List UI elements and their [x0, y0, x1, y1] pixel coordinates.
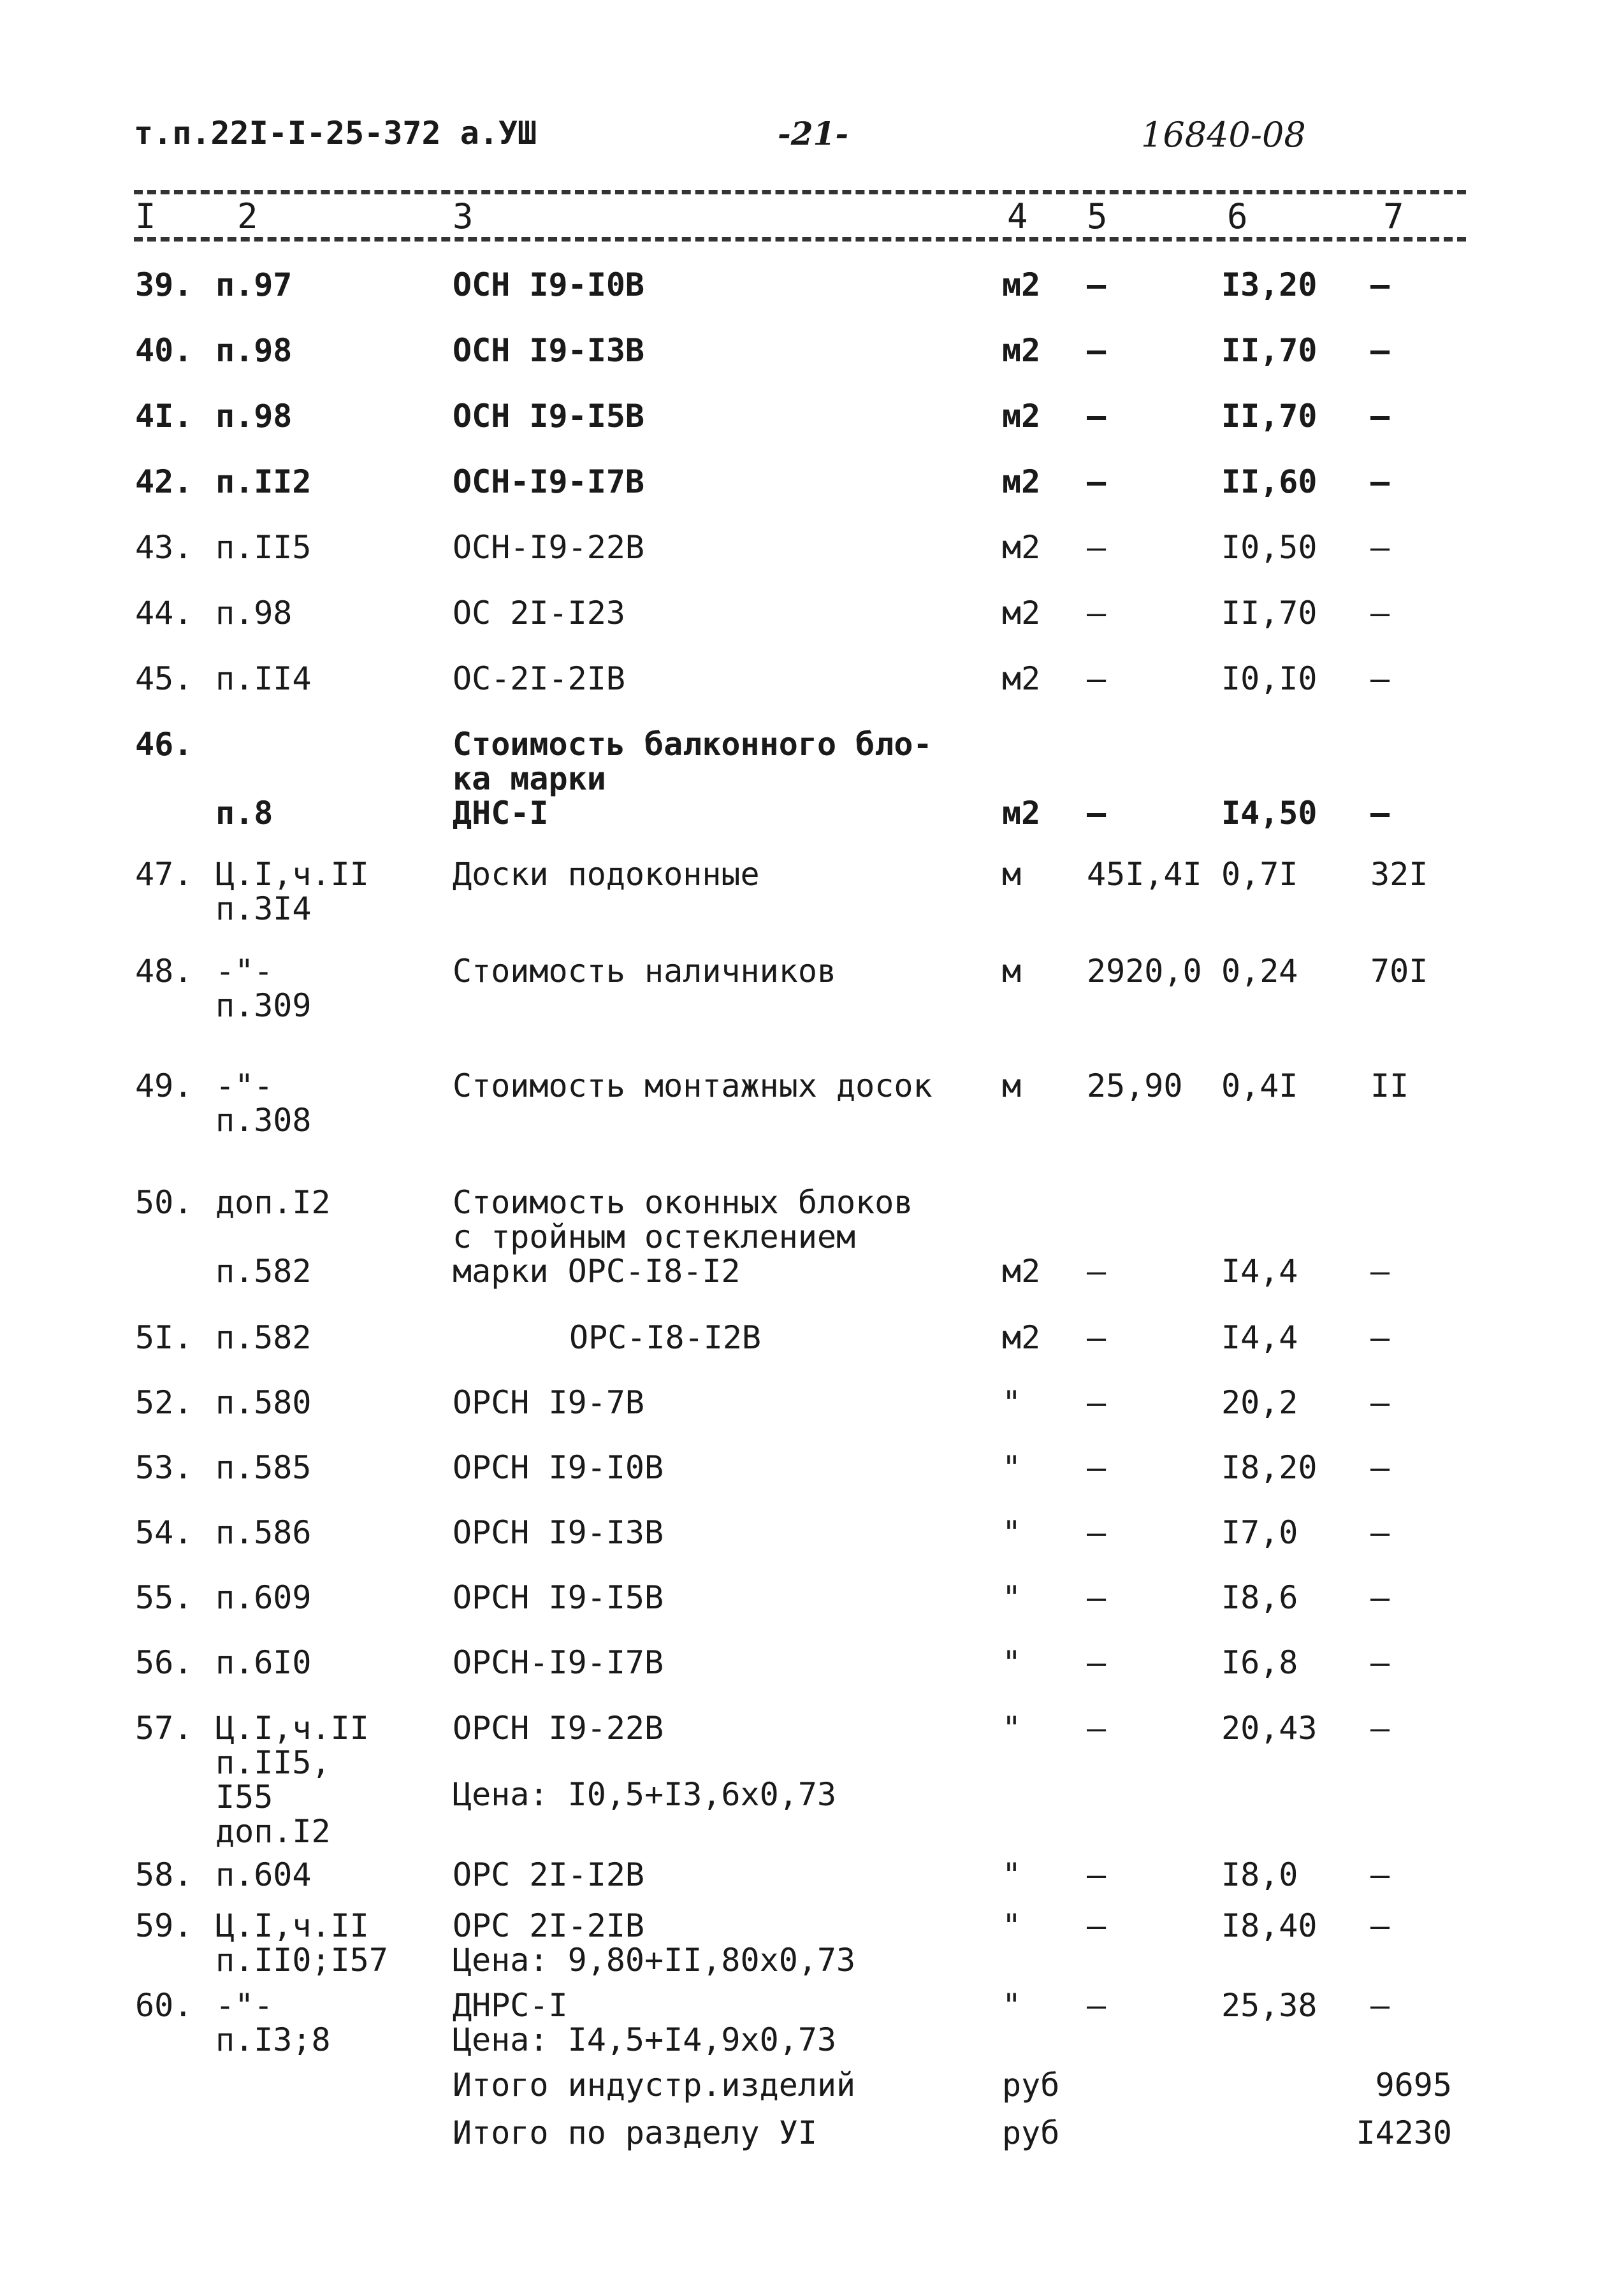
reference-line: п.I3;8	[215, 2021, 331, 2058]
item-name-line: ОРС 2I-I2В	[453, 1856, 645, 1893]
quantity: –	[1087, 398, 1107, 435]
quantity: –	[1087, 1907, 1107, 1944]
item-name-line: Стоимость балконного бло-	[453, 726, 933, 763]
document-reference: т.п.22I-I-25-372 а.УШ	[134, 115, 537, 152]
reference-line: п.604	[215, 1856, 312, 1893]
totals-row	[0, 2067, 1619, 2104]
row-number: 44.	[135, 595, 193, 632]
quantity: –	[1087, 463, 1107, 500]
totals-label: Итого индустр.изделий	[453, 2067, 856, 2104]
unit-price: I0,I0	[1221, 660, 1318, 697]
reference-line: -"-	[215, 1987, 273, 2024]
row-number: 52.	[135, 1384, 193, 1421]
quantity: –	[1087, 332, 1107, 369]
totals-unit: руб	[1002, 2067, 1060, 2104]
item-name-line: Стоимость наличников	[453, 953, 837, 990]
total: –	[1370, 332, 1390, 369]
reference-line: п.309	[215, 987, 312, 1024]
row-number: 54.	[135, 1514, 193, 1551]
row-number: 59.	[135, 1907, 193, 1944]
unit-price: I0,50	[1221, 529, 1318, 566]
reference-line: п.98	[215, 595, 293, 632]
unit-price: II,70	[1221, 332, 1318, 369]
unit-price: II,60	[1221, 463, 1318, 500]
unit-price: 25,38	[1221, 1987, 1318, 2024]
quantity: –	[1087, 1856, 1107, 1893]
unit: "	[1002, 1449, 1022, 1486]
reference-line: п.609	[215, 1579, 312, 1616]
item-name-line: ОРСН I9-I0В	[453, 1449, 664, 1486]
row-number: 50.	[135, 1184, 193, 1221]
unit-price: 0,4I	[1221, 1067, 1298, 1104]
item-name-line: Цена: 9,80+II,80х0,73	[453, 1942, 856, 1979]
row-number: 47.	[135, 856, 193, 893]
item-name-line: ОРСН I9-22В	[453, 1710, 664, 1747]
unit-price: II,70	[1221, 398, 1318, 435]
column-header-5: 5	[1087, 196, 1108, 236]
reference-line: п.582	[215, 1319, 312, 1356]
row-number: 48.	[135, 953, 193, 990]
total: –	[1370, 1907, 1390, 1944]
quantity: –	[1087, 660, 1107, 697]
unit-price: 20,43	[1221, 1710, 1318, 1747]
item-name-line: ОСН I9-I5В	[453, 398, 645, 435]
quantity: –	[1087, 595, 1107, 632]
row-number: 42.	[135, 463, 193, 500]
total: –	[1370, 266, 1390, 303]
unit: "	[1002, 1907, 1022, 1944]
quantity: –	[1087, 1514, 1107, 1551]
item-name-line: Стоимость оконных блоков	[453, 1184, 913, 1221]
unit-price: II,70	[1221, 595, 1318, 632]
column-header-3: 3	[453, 196, 474, 236]
reference-line: п.582	[215, 1253, 312, 1290]
total: –	[1370, 1644, 1390, 1681]
total: –	[1370, 1449, 1390, 1486]
column-header-2: 2	[237, 196, 258, 236]
quantity: –	[1087, 1384, 1107, 1421]
unit: м	[1002, 953, 1022, 990]
unit: м2	[1002, 1319, 1041, 1356]
quantity: –	[1087, 1710, 1107, 1747]
unit: м2	[1002, 529, 1041, 566]
item-name-line: ОРС-I8-I2В	[569, 1319, 762, 1356]
unit-price: I6,8	[1221, 1644, 1298, 1681]
quantity: 45I,4I	[1087, 856, 1202, 893]
quantity: –	[1087, 1449, 1107, 1486]
reference-line: -"-	[215, 1067, 273, 1104]
row-number: 56.	[135, 1644, 193, 1681]
item-name-line: ОС-2I-2IВ	[453, 660, 625, 697]
quantity: –	[1087, 1987, 1107, 2024]
unit-price: I8,6	[1221, 1579, 1298, 1616]
unit: "	[1002, 1579, 1022, 1616]
row-number: 43.	[135, 529, 193, 566]
unit: м	[1002, 856, 1022, 893]
item-name-line: ДНС-I	[453, 795, 549, 832]
total: 32I	[1370, 856, 1428, 893]
totals-value: I4230	[1356, 2114, 1452, 2151]
item-name-line: ДНРС-I	[453, 1987, 568, 2024]
totals-value: 9695	[1375, 2067, 1452, 2104]
unit-price: 20,2	[1221, 1384, 1298, 1421]
row-number: 49.	[135, 1067, 193, 1104]
item-name-line: с тройным остеклением	[453, 1218, 856, 1255]
item-name-line: ОРСН-I9-I7В	[453, 1644, 664, 1681]
quantity: 25,90	[1087, 1067, 1183, 1104]
quantity: –	[1087, 529, 1107, 566]
total: –	[1370, 1253, 1390, 1290]
unit: "	[1002, 1644, 1022, 1681]
quantity: 2920,0	[1087, 953, 1202, 990]
total: –	[1370, 1514, 1390, 1551]
row-number: 53.	[135, 1449, 193, 1486]
item-name-line: ОРСН I9-I3В	[453, 1514, 664, 1551]
quantity: –	[1087, 1253, 1107, 1290]
unit: м	[1002, 1067, 1022, 1104]
total: –	[1370, 795, 1390, 832]
unit: "	[1002, 1987, 1022, 2024]
totals-unit: руб	[1002, 2114, 1060, 2151]
item-name-line: ОСН-I9-I7В	[453, 463, 645, 500]
unit: "	[1002, 1710, 1022, 1747]
unit: м2	[1002, 795, 1041, 832]
row-number: 45.	[135, 660, 193, 697]
column-header-1: I	[135, 196, 156, 236]
page-number: -21-	[778, 115, 849, 152]
reference-line: п.3I4	[215, 890, 312, 927]
total: –	[1370, 529, 1390, 566]
quantity: –	[1087, 795, 1107, 832]
total: –	[1370, 1579, 1390, 1616]
quantity: –	[1087, 1579, 1107, 1616]
item-name-line: ОРС 2I-2IВ	[453, 1907, 645, 1944]
unit: "	[1002, 1856, 1022, 1893]
unit-price: 0,7I	[1221, 856, 1298, 893]
unit-price: I4,4	[1221, 1253, 1298, 1290]
row-number: 46.	[135, 726, 193, 763]
reference-line: доп.I2	[215, 1184, 331, 1221]
reference-line: п.II2	[215, 463, 312, 500]
price-formula: Цена: I0,5+I3,6х0,73	[453, 1776, 837, 1813]
unit-price: I8,40	[1221, 1907, 1318, 1944]
total: 70I	[1370, 953, 1428, 990]
item-name-line: ОРСН I9-7В	[453, 1384, 645, 1421]
item-name-line: ОС 2I-I23	[453, 595, 625, 632]
unit: "	[1002, 1384, 1022, 1421]
total: –	[1370, 595, 1390, 632]
unit: м2	[1002, 1253, 1041, 1290]
row-number: 5I.	[135, 1319, 193, 1356]
column-header-7: 7	[1383, 196, 1404, 236]
reference-line: -"-	[215, 953, 273, 990]
row-number: 4I.	[135, 398, 193, 435]
item-name-line: ка марки	[453, 760, 606, 797]
item-name-line: марки ОРС-I8-I2	[453, 1253, 741, 1290]
row-number: 39.	[135, 266, 193, 303]
reference-line: п.98	[215, 398, 293, 435]
unit-price: I3,20	[1221, 266, 1318, 303]
item-name-line: Доски подоконные	[453, 856, 760, 893]
quantity: –	[1087, 1644, 1107, 1681]
row-number: 57.	[135, 1710, 193, 1747]
row-number: 55.	[135, 1579, 193, 1616]
unit: м2	[1002, 266, 1041, 303]
totals-label: Итого по разделу УI	[453, 2114, 817, 2151]
document-number: 16840-08	[1141, 115, 1306, 155]
unit: м2	[1002, 660, 1041, 697]
row-number: 58.	[135, 1856, 193, 1893]
unit: м2	[1002, 398, 1041, 435]
column-header-6: 6	[1227, 196, 1248, 236]
reference-line: п.II5,	[215, 1744, 331, 1781]
item-name-line: ОРСН I9-I5В	[453, 1579, 664, 1616]
quantity: –	[1087, 1319, 1107, 1356]
total: –	[1370, 398, 1390, 435]
reference-line: п.586	[215, 1514, 312, 1551]
total: II	[1370, 1067, 1409, 1104]
total: –	[1370, 1987, 1390, 2024]
unit-price: I4,50	[1221, 795, 1318, 832]
total: –	[1370, 1710, 1390, 1747]
unit: м2	[1002, 595, 1041, 632]
total: –	[1370, 660, 1390, 697]
reference-line: п.II4	[215, 660, 312, 697]
item-name-line: Цена: I4,5+I4,9х0,73	[453, 2021, 837, 2058]
reference-line: доп.I2	[215, 1813, 331, 1850]
reference-line: п.6I0	[215, 1644, 312, 1681]
reference-line: п.II5	[215, 529, 312, 566]
reference-line: Ц.I,ч.II	[215, 1710, 369, 1747]
unit-price: 0,24	[1221, 953, 1298, 990]
unit-price: I8,20	[1221, 1449, 1318, 1486]
reference-line: Ц.I,ч.II	[215, 856, 369, 893]
total: –	[1370, 1319, 1390, 1356]
item-name-line: ОСН I9-I0В	[453, 266, 645, 303]
row-number: 40.	[135, 332, 193, 369]
total: –	[1370, 463, 1390, 500]
reference-line: п.98	[215, 332, 293, 369]
item-name-line: Стоимость монтажных досок	[453, 1067, 933, 1104]
unit-price: I8,0	[1221, 1856, 1298, 1893]
reference-line: п.308	[215, 1102, 312, 1139]
unit-price: I7,0	[1221, 1514, 1298, 1551]
reference-line: п.II0;I57	[215, 1942, 388, 1979]
reference-line: п.97	[215, 266, 293, 303]
unit-price: I4,4	[1221, 1319, 1298, 1356]
reference-line: п.585	[215, 1449, 312, 1486]
unit: м2	[1002, 463, 1041, 500]
total: –	[1370, 1856, 1390, 1893]
reference-line: п.580	[215, 1384, 312, 1421]
unit: м2	[1002, 332, 1041, 369]
quantity: –	[1087, 266, 1107, 303]
item-name-line: ОСН-I9-22В	[453, 529, 645, 566]
reference-line: п.8	[215, 795, 273, 832]
reference-line: I55	[215, 1779, 273, 1816]
unit: "	[1002, 1514, 1022, 1551]
item-name-line: ОСН I9-I3В	[453, 332, 645, 369]
row-number: 60.	[135, 1987, 193, 2024]
total: –	[1370, 1384, 1390, 1421]
column-header-4: 4	[1007, 196, 1028, 236]
reference-line: Ц.I,ч.II	[215, 1907, 369, 1944]
